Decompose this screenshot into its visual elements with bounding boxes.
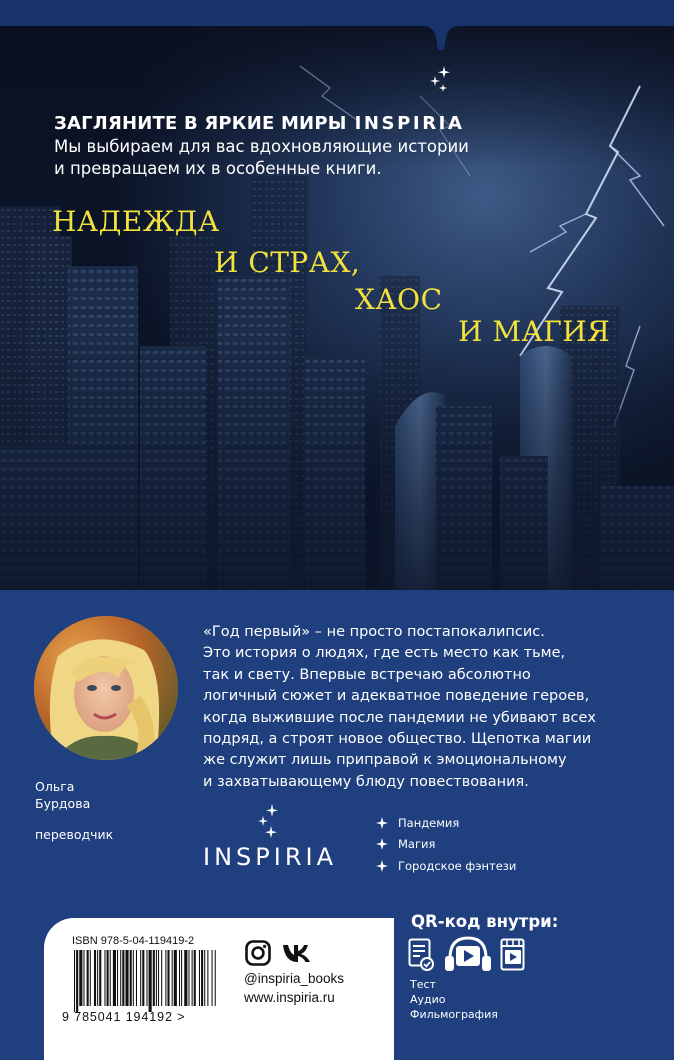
- qr-label: Фильмография: [410, 1008, 498, 1021]
- barcode-bar: [122, 950, 124, 1006]
- star-bullet-icon: [376, 860, 388, 872]
- barcode: [72, 950, 218, 1012]
- barcode-bar: [158, 950, 159, 1006]
- barcode-digits: 9 785041 194192 >: [62, 1010, 186, 1024]
- barcode-bar: [161, 950, 162, 1006]
- barcode-bar: [201, 950, 203, 1006]
- genre-tags: [376, 812, 576, 877]
- sparkle-icon: [428, 64, 452, 94]
- review-line: и захватывающему блюду повествования.: [203, 773, 529, 790]
- barcode-bar: [172, 950, 173, 1006]
- barcode-bar: [87, 950, 89, 1006]
- author-photo: [34, 616, 178, 760]
- headline: [54, 99, 514, 133]
- genre-tag-label: Городское фэнтези: [398, 858, 517, 873]
- barcode-bar: [120, 950, 121, 1006]
- qr-label: Тест: [410, 978, 436, 991]
- barcode-bar: [199, 950, 200, 1006]
- review-line: так и свету. Впервые встречаю абсолютно: [203, 666, 531, 683]
- barcode-bar: [140, 950, 141, 1006]
- barcode-bar: [74, 950, 75, 1012]
- genre-tag: [376, 812, 576, 834]
- barcode-bar: [94, 950, 96, 1006]
- author-last-name: Бурдова: [35, 796, 91, 811]
- barcode-bar: [79, 950, 82, 1006]
- headline-text: ЗАГЛЯНИТЕ В ЯРКИЕ МИРЫ: [54, 113, 347, 134]
- social-handle[interactable]: @inspiria_books: [244, 971, 345, 986]
- vk-icon[interactable]: [282, 942, 312, 964]
- barcode-bar: [99, 950, 101, 1006]
- qr-label: Аудио: [410, 993, 446, 1006]
- barcode-bar: [97, 950, 98, 1006]
- barcode-bar: [110, 950, 111, 1006]
- audio-icon: [442, 934, 494, 974]
- barcode-bar: [204, 950, 205, 1006]
- barcode-bar: [188, 950, 189, 1006]
- slogan-line: И МАГИЯ: [458, 315, 611, 348]
- barcode-bar: [125, 950, 128, 1006]
- genre-tag-label: Магия: [398, 837, 436, 852]
- barcode-bar: [130, 950, 132, 1006]
- review-line: же служит лишь приправой к эмоциональному: [203, 752, 567, 769]
- author-first-name: Ольга: [35, 779, 75, 794]
- barcode-bar: [165, 950, 166, 1006]
- barcode-bar: [174, 950, 177, 1006]
- author-role: переводчик: [35, 827, 114, 842]
- barcode-bar: [133, 950, 134, 1006]
- slogan-line: И СТРАХ,: [214, 246, 361, 279]
- qr-labels: [410, 977, 498, 1022]
- barcode-bar: [113, 950, 116, 1006]
- barcode-bar: [142, 950, 144, 1006]
- star-bullet-icon: [376, 817, 388, 829]
- sparkle-icon: [257, 802, 281, 840]
- barcode-bar: [194, 950, 196, 1006]
- barcode-bar: [192, 950, 193, 1006]
- barcode-bar: [156, 950, 157, 1006]
- subtitle-line: Мы выбираем для вас вдохновляющие истории: [54, 137, 469, 156]
- barcode-bar: [146, 950, 147, 1006]
- barcode-bar: [117, 950, 118, 1006]
- subtitle-line: и превращаем их в особенные книги.: [54, 159, 382, 178]
- test-icon: [408, 938, 434, 972]
- slogan-line: ХАОС: [355, 283, 443, 316]
- film-icon: [500, 938, 526, 972]
- star-bullet-icon: [376, 838, 388, 850]
- barcode-bar: [181, 950, 182, 1006]
- top-strip: [0, 0, 674, 26]
- barcode-bar: [149, 950, 152, 1012]
- barcode-bar: [212, 950, 213, 1006]
- barcode-bar: [90, 950, 91, 1006]
- cover-notch: [0, 24, 674, 50]
- review-line: логичный сюжет и адекватное поведение героев,: [203, 688, 590, 705]
- review-line: «Год первый» – не просто постапокалипсис.: [203, 624, 545, 640]
- qr-title: QR-код внутри:: [411, 912, 559, 931]
- slogan-line: НАДЕЖДА: [52, 205, 220, 238]
- barcode-bar: [83, 950, 84, 1006]
- barcode-bar: [136, 950, 137, 1006]
- headline-brand: INSPIRIA: [354, 113, 465, 134]
- isbn-text: ISBN 978-5-04-119419-2: [72, 935, 195, 947]
- barcode-bar: [167, 950, 169, 1006]
- review-text: [203, 622, 643, 793]
- barcode-bar: [215, 950, 216, 1006]
- review-line: Это история о людях, где есть место как тьме,: [203, 645, 566, 662]
- author-name: [35, 778, 90, 812]
- review-line: подряд, а строят новое общество. Щепотка магии: [203, 731, 592, 748]
- website-link[interactable]: www.inspiria.ru: [244, 990, 335, 1005]
- barcode-bar: [179, 950, 180, 1006]
- barcode-bar: [76, 950, 78, 1012]
- barcode-bar: [184, 950, 187, 1006]
- genre-tag: [376, 855, 576, 877]
- inspiria-logo: INSPIRIA: [203, 843, 337, 871]
- barcode-bar: [104, 950, 105, 1006]
- subtitle: [54, 136, 554, 180]
- genre-tag: [376, 834, 576, 856]
- barcode-bar: [153, 950, 155, 1006]
- barcode-bar: [207, 950, 208, 1006]
- instagram-icon[interactable]: [245, 940, 271, 966]
- barcode-bar: [107, 950, 109, 1006]
- review-line: когда выжившие после пандемии не убивают всех: [203, 709, 596, 726]
- genre-tag-label: Пандемия: [398, 815, 460, 830]
